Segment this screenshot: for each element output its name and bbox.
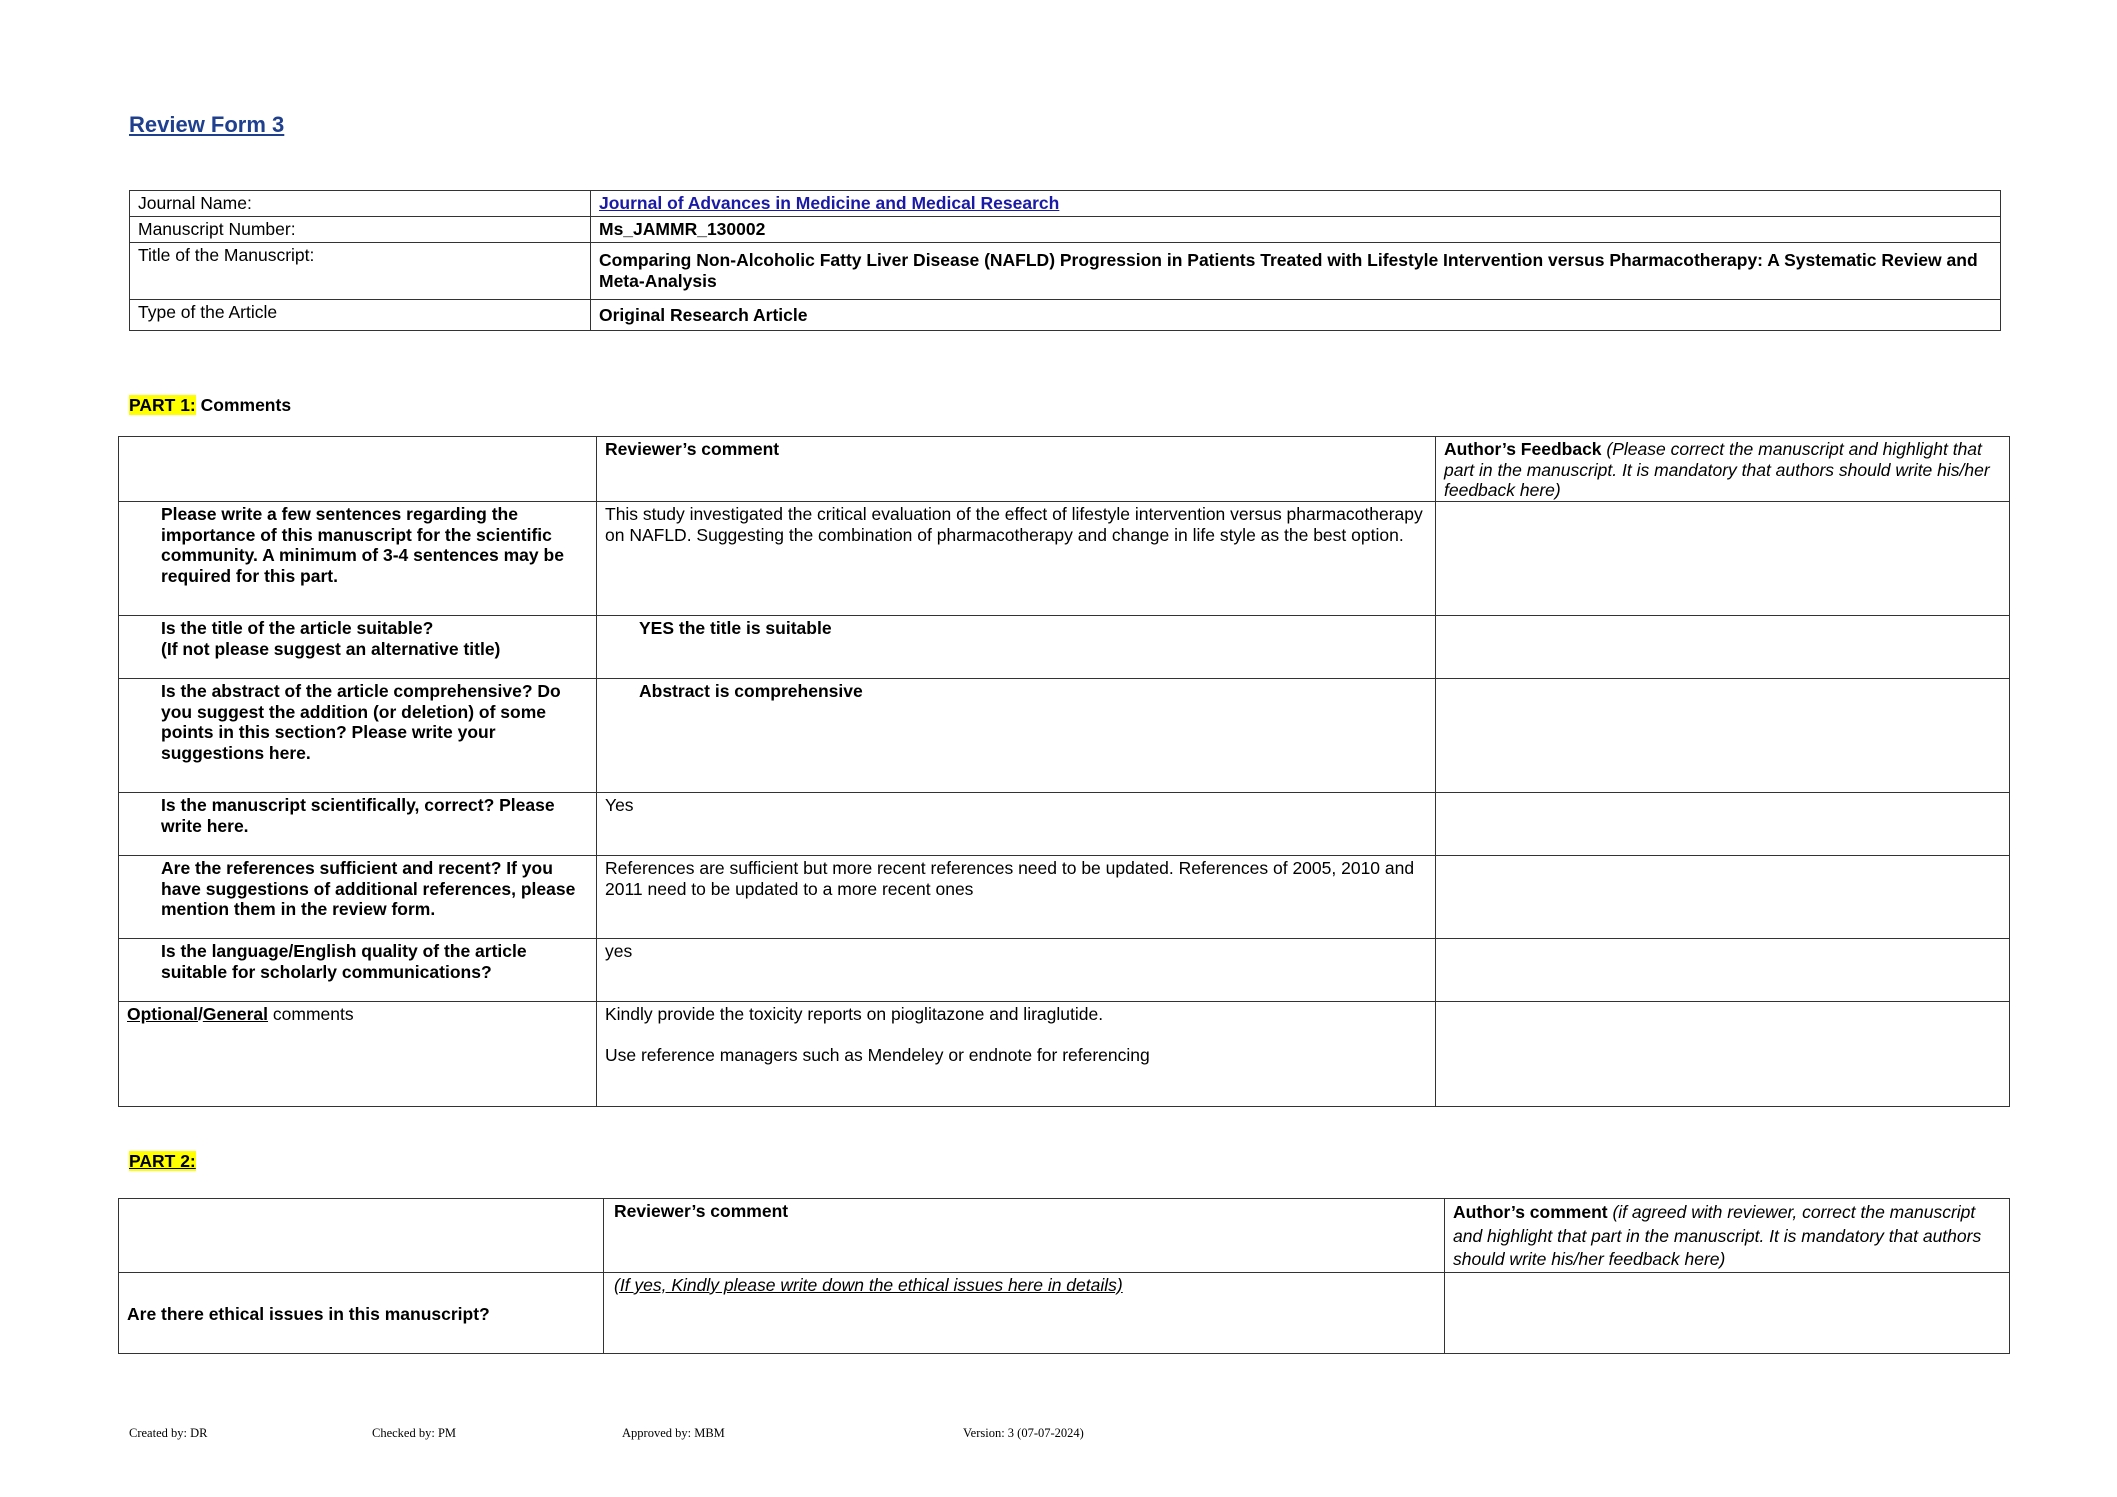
author-feedback-cell[interactable]	[1436, 615, 2010, 678]
part1-heading: PART 1: Comments	[129, 395, 292, 415]
question-importance: Please write a few sentences regarding the importance of this manuscript for the scientific community. A minimum of 3-4 sentences may be required for this part.	[119, 501, 597, 615]
part1-header-blank	[119, 437, 597, 502]
ethics-question: Are there ethical issues in this manuscript?	[119, 1272, 604, 1353]
question-scientific: Is the manuscript scientifically, correct? Please write here.	[119, 792, 597, 855]
author-feedback-cell[interactable]	[1436, 678, 2010, 792]
comment-references: References are sufficient but more recent references need to be updated. References of 2005, 2010 and 2011 need to be updated to a more recent ones	[597, 855, 1436, 938]
manuscript-title-label: Title of the Manuscript:	[130, 243, 591, 300]
article-type-value: Original Research Article	[591, 300, 2001, 331]
part1-comments-table	[118, 436, 2010, 1107]
author-feedback-cell[interactable]	[1436, 938, 2010, 1001]
optional-comment-line: Use reference managers such as Mendeley or endnote for referencing	[605, 1044, 1150, 1065]
optional-comment-line: Kindly provide the toxicity reports on pioglitazone and liraglutide.	[605, 1003, 1104, 1024]
optional-general-comment	[597, 1001, 1436, 1106]
part2-heading: PART 2:	[129, 1151, 196, 1171]
comment-title: YES the title is suitable	[597, 615, 1436, 678]
comment-abstract: Abstract is comprehensive	[597, 678, 1436, 792]
author-feedback-cell[interactable]	[1436, 855, 2010, 938]
footer-checked-by: Checked by: PM	[372, 1426, 457, 1440]
comment-importance: This study investigated the critical evaluation of the effect of lifestyle intervention versus pharmacotherapy on NAFLD. Suggesting the combination of pharmacotherapy and change in life style as the best option.	[597, 501, 1436, 615]
form-title: Review Form 3	[129, 112, 285, 137]
comment-language: yes	[597, 938, 1436, 1001]
manuscript-title-value: Comparing Non-Alcoholic Fatty Liver Disease (NAFLD) Progression in Patients Treated with Lifestyle Intervention versus Pharmacotherapy: A Systematic Review and Meta-Analysis	[591, 243, 2001, 300]
question-abstract: Is the abstract of the article comprehensive? Do you suggest the addition (or deletion) of some points in this section? Please write your suggestions here.	[119, 678, 597, 792]
author-feedback-cell[interactable]	[1436, 1001, 2010, 1106]
manuscript-number-value: Ms_JAMMR_130002	[591, 217, 2001, 243]
footer-created-by: Created by: DR	[129, 1426, 208, 1440]
author-feedback-cell[interactable]	[1436, 501, 2010, 615]
footer-approved-by: Approved by: MBM	[622, 1426, 725, 1440]
part1-reviewer-header: Reviewer’s comment	[597, 437, 1436, 502]
journal-name-label: Journal Name:	[130, 191, 591, 217]
part1-author-header: Author’s Feedback (Please correct the manuscript and highlight that part in the manuscript. It is mandatory that authors should write his/her feedback here)	[1436, 437, 2010, 502]
question-language: Is the language/English quality of the article suitable for scholarly communications?	[119, 938, 597, 1001]
manuscript-number-label: Manuscript Number:	[130, 217, 591, 243]
journal-name-link[interactable]: Journal of Advances in Medicine and Medical Research	[599, 193, 1060, 213]
article-type-label: Type of the Article	[130, 300, 591, 331]
part2-author-header: Author’s comment (if agreed with reviewer, correct the manuscript and highlight that part in the manuscript. It is mandatory that authors should write his/her feedback here)	[1445, 1199, 2010, 1273]
manuscript-info-table	[129, 190, 2001, 331]
part2-ethics-table	[118, 1198, 2010, 1354]
author-feedback-cell[interactable]	[1436, 792, 2010, 855]
question-references: Are the references sufficient and recent? If you have suggestions of additional references, please mention them in the review form.	[119, 855, 597, 938]
optional-general-label: Optional/General comments	[119, 1001, 597, 1106]
question-title: Is the title of the article suitable? (If not please suggest an alternative title)	[119, 615, 597, 678]
ethics-comment: (If yes, Kindly please write down the ethical issues here in details)	[604, 1272, 1445, 1353]
part2-header-blank	[119, 1199, 604, 1273]
part2-reviewer-header: Reviewer’s comment	[604, 1199, 1445, 1273]
author-comment-cell[interactable]	[1445, 1272, 2010, 1353]
comment-scientific: Yes	[597, 792, 1436, 855]
footer-version: Version: 3 (07-07-2024)	[963, 1426, 1084, 1440]
